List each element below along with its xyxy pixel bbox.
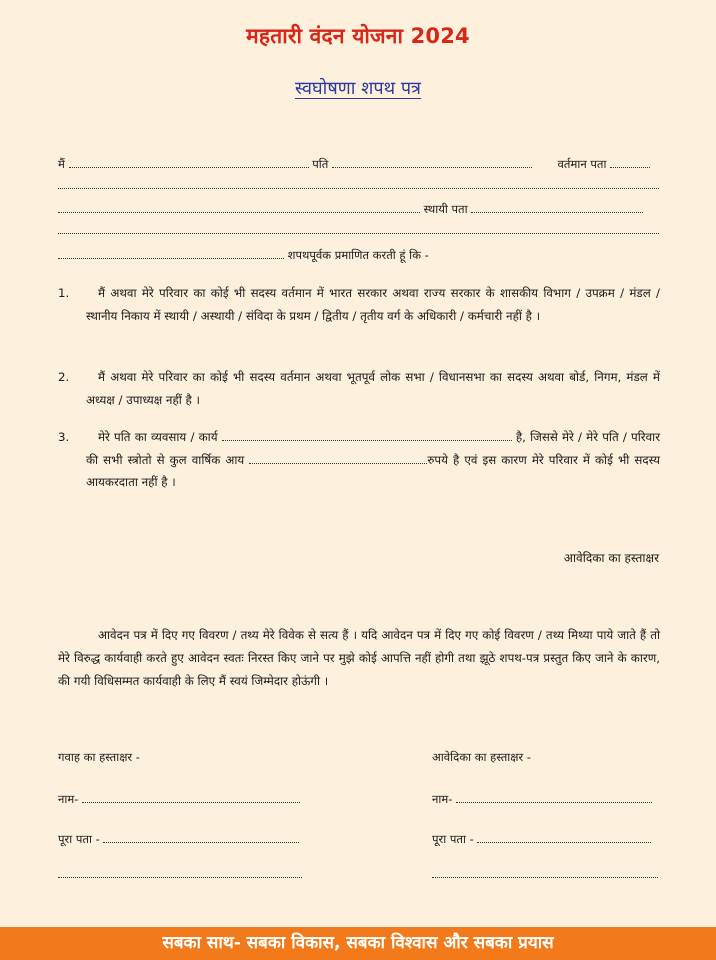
income-suffix: रुपये है एवं इस कारण मेरे परिवार में कोई भी सदस्य आयकरदाता नहीं है । [86, 452, 661, 489]
occupation-label: मेरे पति का व्यवसाय / कार्य [98, 430, 218, 444]
occupation-blank [222, 428, 512, 441]
label-permanent-address: स्थायी पता [423, 202, 468, 216]
applicant-address-blank [477, 830, 651, 843]
applicant-address-line-2 [432, 877, 658, 878]
intro-line-3 [58, 200, 643, 217]
declaration-paragraph: आवेदन पत्र में दिए गए विवरण / तथ्य मेरे विवेक से सत्य हैं । यदि आवेदन पत्र में दिए गए कोई विवरण / तथ्य मिथ्या पाये जाते हैं तो मेरे विरुद्ध कार्यवाही करते हुए आवेदन स्वतः निरस्त किए जाने पर मुझे कोई आपत्ति नहीं होगी तथा झूठे शपथ-पत्र प्रस्तुत किए जाने के कारण, की गयी विधिसम्मत कार्यवाही के लिए मैं स्वयं जिम्मेदार होऊंगी । [58, 628, 660, 688]
clause-number: 1. [58, 286, 70, 300]
subtitle-text: स्वघोषणा शपथ पत्र [295, 78, 421, 99]
witness-address-label: पूरा पता - [58, 832, 100, 846]
clause-text [86, 426, 660, 494]
clause-3 [58, 426, 660, 494]
applicant-signature-label: आवेदिका का हस्ताक्षर [563, 551, 659, 565]
witness-name-blank [82, 790, 300, 803]
label-husband: पति [312, 157, 329, 171]
witness-name-row [58, 790, 300, 807]
applicant-address-row [432, 830, 651, 847]
current-address-blank [610, 155, 650, 168]
clause-number: 2. [58, 370, 70, 384]
clause-2 [58, 366, 660, 411]
clause-1 [58, 282, 660, 327]
applicant-name-label: नाम- [432, 792, 453, 806]
intro-line-1 [58, 155, 650, 172]
page-subtitle [0, 76, 716, 100]
witness-address-line-2 [58, 877, 302, 878]
label-current-address: वर्तमान पता [557, 157, 607, 171]
witness-name-label: नाम- [58, 792, 79, 806]
witness-signature-label: गवाह का हस्ताक्षर - [58, 750, 140, 764]
permanent-address-blank [471, 200, 643, 213]
husband-name-blank [332, 155, 532, 168]
affirm-text: शपथपूर्वक प्रमाणित करती हूं कि - [287, 248, 429, 262]
label-i-am: मैं [58, 157, 65, 171]
permanent-address-blank-2 [58, 246, 284, 259]
applicant-signature-bottom-label: आवेदिका का हस्ताक्षर - [432, 750, 532, 764]
clause-text: मैं अथवा मेरे परिवार का कोई भी सदस्य वर्तमान में भारत सरकार अथवा राज्य सरकार के शासकीय विभाग / उपक्रम / मंडल / स्थानीय निकाय में स्थायी / अस्थायी / संविदा के प्रथम / द्वितीय / तृतीय वर्ग के अधिकारी / कर्मचारी नहीं है । [86, 286, 660, 323]
current-address-blank-2 [58, 200, 420, 213]
witness-address-row [58, 830, 299, 847]
permanent-address-line [58, 233, 659, 234]
intro-line-5 [58, 246, 429, 263]
clause-number: 3. [58, 430, 70, 444]
applicant-address-label: पूरा पता - [432, 832, 474, 846]
footer-slogan-banner: सबका साथ- सबका विकास, सबका विश्वास और सबका प्रयास [0, 927, 716, 960]
name-blank [69, 155, 309, 168]
income-label: है, जिससे मेरे / मेरे पति / परिवार की सभी स्त्रोतो से कुल वार्षिक आय [86, 430, 661, 467]
witness-address-blank [103, 830, 299, 843]
applicant-name-blank [456, 790, 652, 803]
current-address-line [58, 188, 659, 189]
clause-text: मैं अथवा मेरे परिवार का कोई भी सदस्य वर्तमान अथवा भूतपूर्व लोक सभा / विधानसभा का सदस्य अथवा बोर्ड, निगम, मंडल में अध्यक्ष / उपाध्यक्ष नहीं है । [86, 370, 660, 407]
income-blank [249, 451, 427, 464]
applicant-name-row [432, 790, 652, 807]
page-title: महतारी वंदन योजना 2024 [246, 24, 470, 48]
